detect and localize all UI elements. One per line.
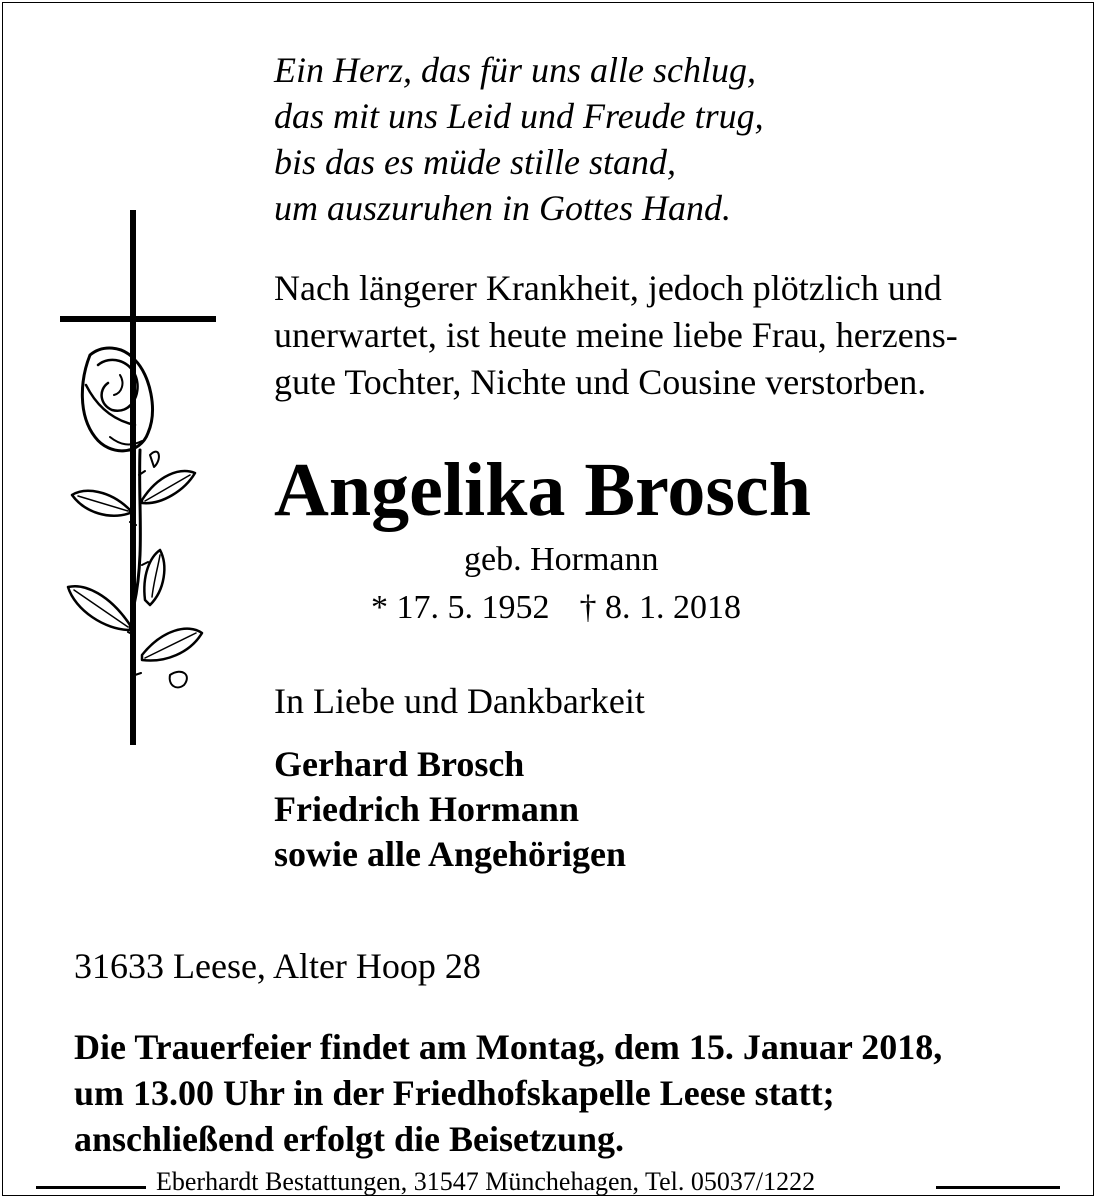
death-date: † 8. 1. 2018 xyxy=(579,589,741,626)
poem xyxy=(274,47,764,231)
deceased-name: Angelika Brosch xyxy=(274,448,812,532)
announcement-line: unerwartet, ist heute meine liebe Frau, herzens- xyxy=(274,315,958,355)
mourners-list xyxy=(274,742,626,877)
birth-name: geb. Hormann xyxy=(464,541,659,578)
announcement-line: Nach längerer Krankheit, jedoch plötzlich und xyxy=(274,268,942,308)
announcement-line: gute Tochter, Nichte und Cousine verstorben. xyxy=(274,362,927,402)
footer-rule-right xyxy=(936,1186,1060,1189)
poem-line: um auszuruhen in Gottes Hand. xyxy=(274,188,731,228)
mourner: Friedrich Hormann xyxy=(274,789,579,829)
ceremony-line: um 13.00 Uhr in der Friedhofskapelle Leese statt; xyxy=(74,1073,835,1113)
ceremony-info xyxy=(74,1024,942,1162)
birth-date: * 17. 5. 1952 xyxy=(371,589,550,626)
undertaker-footer: Eberhardt Bestattungen, 31547 Münchehagen, Tel. 05037/1222 xyxy=(156,1167,816,1196)
poem-line: Ein Herz, das für uns alle schlug, xyxy=(274,50,756,90)
poem-line: das mit uns Leid und Freude trug, xyxy=(274,96,764,136)
mourner: sowie alle Angehörigen xyxy=(274,834,626,874)
thanks-line: In Liebe und Dankbarkeit xyxy=(274,681,645,721)
address: 31633 Leese, Alter Hoop 28 xyxy=(74,946,481,986)
announcement-text xyxy=(274,265,958,406)
ceremony-line: Die Trauerfeier findet am Montag, dem 15. Januar 2018, xyxy=(74,1027,943,1067)
mourner: Gerhard Brosch xyxy=(274,744,525,784)
cross-with-rose-icon xyxy=(50,205,240,750)
life-dates xyxy=(371,588,741,628)
ceremony-line: anschließend erfolgt die Beisetzung. xyxy=(74,1119,624,1159)
footer-rule-left xyxy=(36,1186,146,1189)
poem-line: bis das es müde stille stand, xyxy=(274,142,676,182)
